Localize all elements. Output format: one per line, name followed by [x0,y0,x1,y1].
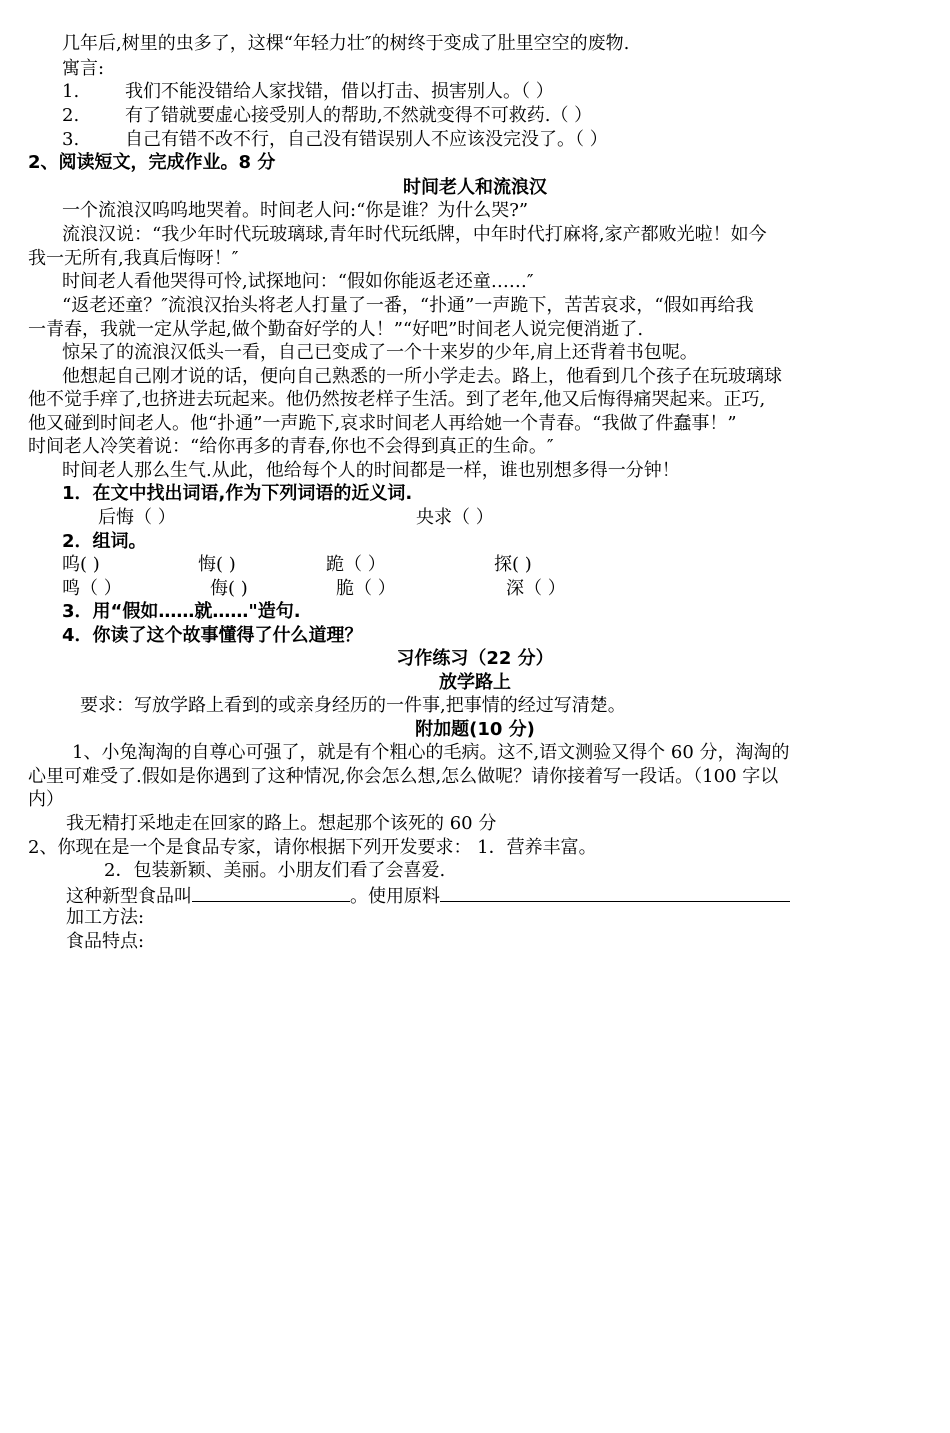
bonus-q1-line: 内） [28,789,64,810]
question-3: 3．用“假如……就……"造句. [62,601,301,622]
q2-item: 深（ ） [506,578,566,599]
story-line: 一个流浪汉呜呜地哭着。时间老人问:“你是谁？为什么哭?” [62,200,529,221]
q2-item: 悔( ) [198,554,236,575]
story-line: 一青春，我就一定从学起,做个勤奋好学的人！”“好吧”时间老人说完便消逝了. [28,319,644,340]
option-text: 自己有错不改不行，自己没有错误别人不应该没完没了。（ ） [125,129,608,150]
feature-label: 食品特点: [66,931,145,952]
option-text: 有了错就要虚心接受别人的帮助,不然就变得不可救药.（ ） [125,105,593,126]
composition-title: 放学路上 [439,672,511,693]
question-2: 2．组词。 [62,531,147,552]
food-name-label: 这种新型食品叫 [66,886,192,907]
bonus-heading: 附加题(10 分) [415,719,535,740]
bonus-q1-line: 1、小兔淘淘的自尊心可强了，就是有个粗心的毛病。这不,语文测验又得个 60 分，淘淘的 [72,742,790,763]
question-1: 1．在文中找出词语,作为下列词语的近义词. [62,483,413,504]
q1-answer-b: 央求（ ） [416,507,494,528]
bonus-q2-line: 2．包装新颖、美丽。小朋友们看了会喜爱. [104,860,446,881]
food-name-blank[interactable] [192,883,350,902]
option-number: 2. [62,105,80,126]
q2-item: 鸣（ ） [62,578,122,599]
material-blank[interactable] [440,883,790,902]
story-line: 时间老人那么生气.从此，他给每个人的时间都是一样，谁也别想多得一分钟！ [62,460,680,481]
bonus-q2-line: 2、你现在是一个是食品专家，请你根据下列开发要求： 1．营养丰富。 [28,837,597,858]
q2-item: 脆（ ） [336,578,396,599]
q1-answer-a: 后悔（ ） [98,507,176,528]
bonus-q1-start: 我无精打采地走在回家的路上。想起那个该死的 60 分 [66,813,497,834]
option-3 [62,128,608,152]
story-line: 惊呆了的流浪汉低头一看，自己已变成了一个十来岁的少年,肩上还背着书包呢。 [62,342,698,363]
story-line: 他想起自己刚才说的话，便向自己熟悉的一所小学走去。路上，他看到几个孩子在玩玻璃球 [62,366,782,387]
story-line: 时间老人看他哭得可怜,试探地问：“假如你能返老还童……″ [62,271,534,292]
story-line: 流浪汉说：“我少年时代玩玻璃球,青年时代玩纸牌，中年时代打麻将,家产都败光啦！如今 [62,224,767,245]
story-line: 他不觉手痒了,也挤进去玩起来。他仍然按老样子生活。到了老年,他又后悔得痛哭起来。正巧, [28,389,766,410]
food-name-row [66,883,790,909]
option-text: 我们不能没错给人家找错，借以打击、损害别人。（ ） [125,81,554,102]
composition-heading: 习作练习（22 分） [396,648,554,669]
question-4: 4．你读了这个故事懂得了什么道理？ [62,625,363,646]
option-number: 1. [62,81,80,102]
story-line: 我一无所有,我真后悔呀！″ [28,248,239,269]
story-line: “返老还童？″流浪汉抬头将老人打量了一番，“扑通”一声跪下，苦苦哀求，“假如再给我 [62,295,754,316]
bonus-q1-line: 心里可难受了.假如是你遇到了这种情况,你会怎么想,怎么做呢？请你接着写一段话。（100 字以 [28,766,779,787]
material-label: 。使用原料 [350,886,440,907]
reading-heading: 2、阅读短文，完成作业。8 分 [28,152,276,173]
method-label: 加工方法: [66,907,145,928]
q2-item: 呜( ) [62,554,100,575]
option-number: 3. [62,129,80,150]
q2-item: 探( ) [494,554,532,575]
story-title: 时间老人和流浪汉 [403,177,547,198]
moral-label: 寓言: [62,58,105,79]
q2-item: 侮( ) [210,578,248,599]
composition-requirement: 要求：写放学路上看到的或亲身经历的一件事,把事情的经过写清楚。 [80,695,626,716]
q2-item: 跪（ ） [326,554,386,575]
option-1 [62,80,554,104]
option-2 [62,104,593,128]
story-line: 他又碰到时间老人。他“扑通”一声跪下,哀求时间老人再给她一个青春。“我做了件蠢事！” [28,413,737,434]
fable-last-line: 几年后,树里的虫多了，这棵“年轻力壮″的树终于变成了肚里空空的废物. [62,33,630,54]
story-line: 时间老人冷笑着说：“给你再多的青春,你也不会得到真正的生命。″ [28,436,554,457]
